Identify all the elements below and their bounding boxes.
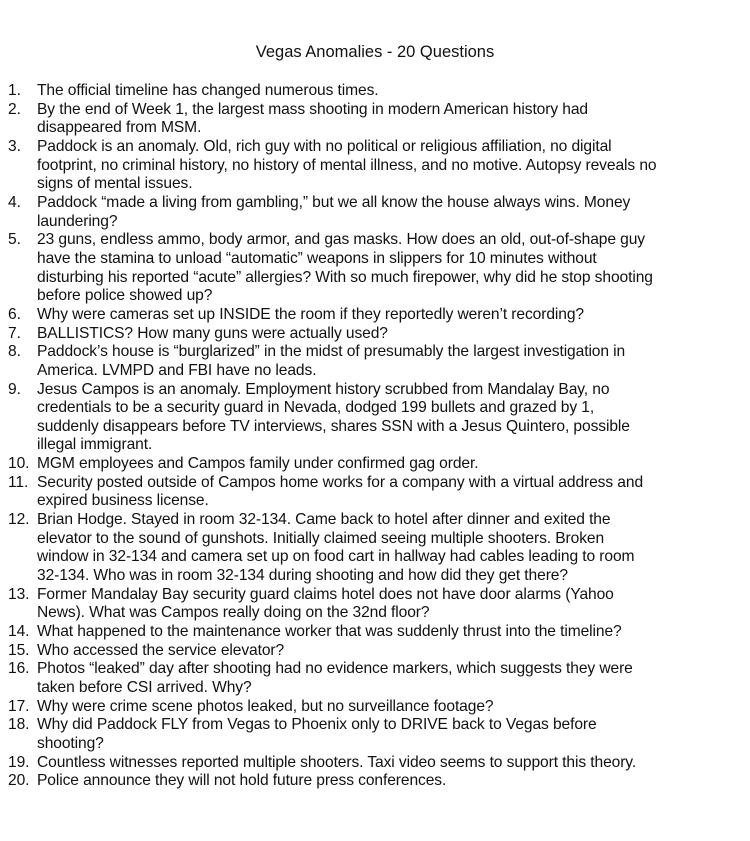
question-item xyxy=(0,754,750,773)
question-text-line: Why were crime scene photos leaked, but no surveillance footage? xyxy=(37,697,494,715)
question-number: 17. xyxy=(8,697,30,715)
question-item xyxy=(0,101,750,138)
question-item xyxy=(0,325,750,344)
question-text-line: News). What was Campos really doing on the 32nd floor? xyxy=(37,604,430,622)
question-text-line: before police showed up? xyxy=(37,287,213,305)
question-text-line: shooting? xyxy=(37,734,104,752)
question-text-line: signs of mental issues. xyxy=(37,175,193,193)
question-text-line: taken before CSI arrived. Why? xyxy=(37,679,252,696)
question-number: 3. xyxy=(8,137,21,155)
question-text-line: disappeared from MSM. xyxy=(37,119,202,137)
question-item xyxy=(0,623,750,642)
question-text-line: Paddock’s house is “burglarized” in the midst of presumably the largest investigation in xyxy=(37,343,626,361)
question-number: 14. xyxy=(8,623,30,641)
question-text-line: 32-134. Who was in room 32-134 during shooting and how did they get there? xyxy=(37,567,568,585)
question-number: 2. xyxy=(8,100,21,118)
question-text-line: Paddock is an anomaly. Old, rich guy with no political or religious affiliation, no digital xyxy=(37,137,612,155)
question-item xyxy=(0,642,750,661)
question-number: 5. xyxy=(8,231,21,249)
question-text-line: America. LVMPD and FBI have no leads. xyxy=(37,361,317,379)
question-text-line: illegal immigrant. xyxy=(37,436,153,454)
question-number: 13. xyxy=(8,585,30,603)
question-number: 20. xyxy=(8,772,30,790)
question-number: 1. xyxy=(8,82,21,99)
question-text-line: have the stamina to unload “automatic” weapons in slippers for 10 minutes without xyxy=(37,249,597,267)
question-text-line: Countless witnesses reported multiple shooters. Taxi video seems to support this theory. xyxy=(37,753,637,771)
question-text-line: Police announce they will not hold future press conferences. xyxy=(37,772,447,790)
question-item xyxy=(0,138,750,194)
question-number: 16. xyxy=(8,660,30,678)
question-text-line: footprint, no criminal history, no history of mental illness, and no motive. Autopsy reveals no xyxy=(37,156,657,174)
question-item xyxy=(0,586,750,623)
question-text-line: The official timeline has changed numerous times. xyxy=(37,82,379,99)
question-item xyxy=(0,82,750,101)
question-number: 18. xyxy=(8,716,30,734)
question-item xyxy=(0,343,750,380)
question-number: 9. xyxy=(8,380,21,398)
question-text-line: Jesus Campos is an anomaly. Employment history scrubbed from Mandalay Bay, no xyxy=(37,380,610,398)
question-item xyxy=(0,716,750,753)
question-item xyxy=(0,306,750,325)
question-item xyxy=(0,660,750,697)
question-number: 15. xyxy=(8,641,30,659)
question-number: 4. xyxy=(8,193,21,211)
question-text-line: BALLISTICS? How many guns were actually used? xyxy=(37,324,388,342)
question-text-line: Brian Hodge. Stayed in room 32-134. Came back to hotel after dinner and exited the xyxy=(37,511,611,529)
question-number: 12. xyxy=(8,511,30,529)
question-text-line: Why did Paddock FLY from Vegas to Phoenix only to DRIVE back to Vegas before xyxy=(37,716,597,734)
question-text-line: 23 guns, endless ammo, body armor, and gas masks. How does an old, out-of-shape guy xyxy=(37,231,645,249)
question-number: 8. xyxy=(8,343,21,361)
question-text-line: MGM employees and Campos family under confirmed gag order. xyxy=(37,455,479,473)
question-number: 7. xyxy=(8,324,21,342)
question-text-line: elevator to the sound of gunshots. Initially claimed seeing multiple shooters. Broken xyxy=(37,529,605,547)
question-item xyxy=(0,231,750,306)
question-text-line: suddenly disappears before TV interviews, shares SSN with a Jesus Quintero, possible xyxy=(37,417,630,435)
question-text-line: expired business license. xyxy=(37,492,209,510)
question-number: 6. xyxy=(8,305,21,323)
question-number: 11. xyxy=(8,473,29,491)
question-item xyxy=(0,474,750,511)
question-text-line: Photos “leaked” day after shooting had no evidence markers, which suggests they were xyxy=(37,660,633,678)
question-text-line: credentials to be a security guard in Nevada, dodged 199 bullets and grazed by 1, xyxy=(37,399,595,417)
question-item xyxy=(0,381,750,456)
question-item xyxy=(0,194,750,231)
question-text-line: window in 32-134 and camera set up on food cart in hallway had cables leading to room xyxy=(37,548,635,566)
question-text-line: disturbing his reported “acute” allergies? With so much firepower, why did he stop shooting xyxy=(37,268,653,286)
question-item xyxy=(0,511,750,586)
question-text-line: Who accessed the service elevator? xyxy=(37,641,285,659)
question-text-line: Why were cameras set up INSIDE the room if they reportedly weren’t recording? xyxy=(37,305,584,323)
question-text-line: What happened to the maintenance worker that was suddenly thrust into the timeline? xyxy=(37,623,622,641)
question-item xyxy=(0,772,750,791)
question-text-line: laundering? xyxy=(37,212,118,230)
question-item xyxy=(0,698,750,717)
question-text-line: By the end of Week 1, the largest mass shooting in modern American history had xyxy=(37,100,588,118)
question-number: 19. xyxy=(8,753,30,771)
question-number: 10. xyxy=(8,455,30,473)
question-text-line: Security posted outside of Campos home works for a company with a virtual address and xyxy=(37,473,644,491)
document-title: Vegas Anomalies - 20 Questions xyxy=(255,43,495,61)
question-list xyxy=(0,82,750,791)
question-text-line: Paddock “made a living from gambling,” but we all know the house always wins. Money xyxy=(37,193,631,211)
question-item xyxy=(0,455,750,474)
question-text-line: Former Mandalay Bay security guard claims hotel does not have door alarms (Yahoo xyxy=(37,585,614,603)
